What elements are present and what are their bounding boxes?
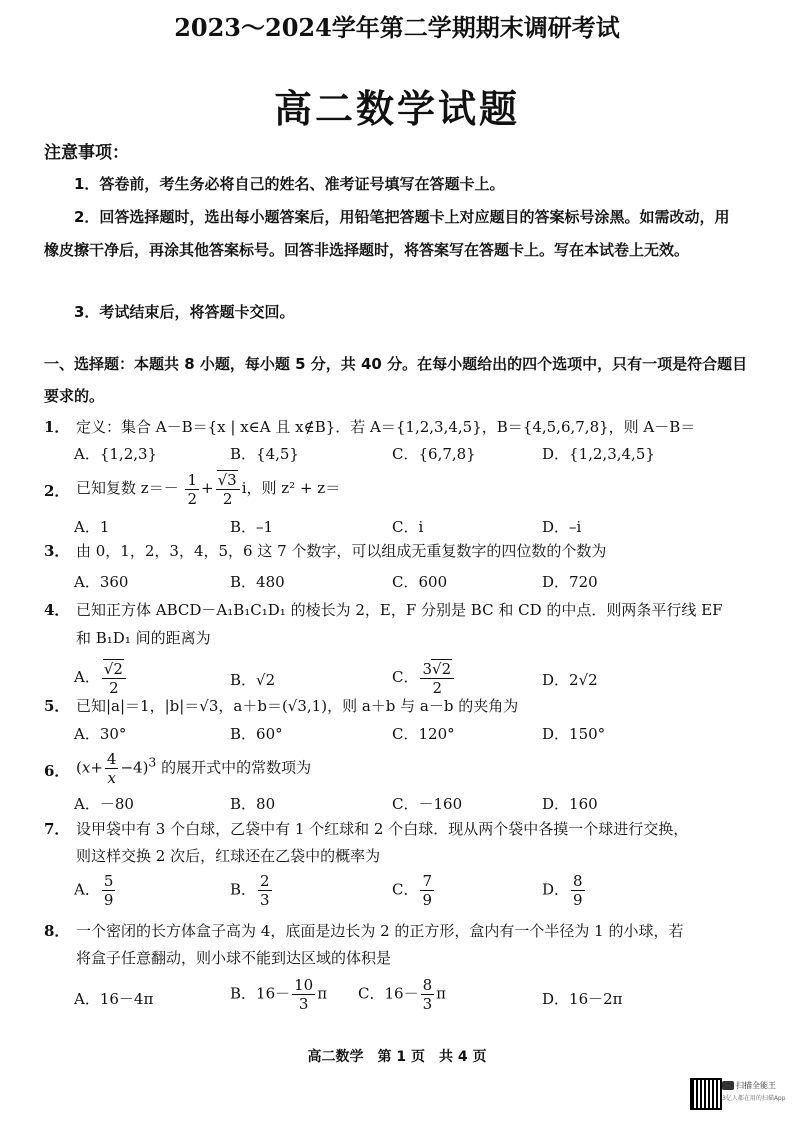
options xyxy=(74,723,754,751)
question-text: 设甲袋中有 3 个白球，乙袋中有 1 个红球和 2 个白球．现从两个袋中各摸一个球进行交换， xyxy=(76,820,689,838)
option-c[interactable]: C．16－ $\frac{8}{3}$ π xyxy=(358,976,446,1013)
question-number: 2． xyxy=(44,482,70,500)
option-d[interactable]: D．16－2π xyxy=(542,990,623,1008)
option-b[interactable]: B．–1 xyxy=(230,518,274,536)
question-number: 3． xyxy=(44,542,70,560)
fraction-sqrt3-half: $\frac{√3}{2}$ xyxy=(216,470,240,508)
question-text: 的展开式中的常数项为 xyxy=(161,758,312,777)
option-b[interactable]: B．60° xyxy=(230,725,283,743)
question-number: 8． xyxy=(44,922,70,940)
option-d[interactable]: D．720 xyxy=(542,573,598,591)
option-a[interactable]: A．360 xyxy=(74,573,129,591)
qr-code-icon xyxy=(690,1078,722,1110)
option-c[interactable]: C． $\frac{3√2}{2}$ xyxy=(392,659,456,697)
question-text-tail: ，则 z² + z＝ xyxy=(246,479,341,497)
question-text: 由 0，1，2，3，4，5，6 这 7 个数字，可以组成无重复数字的四位数的个数为 xyxy=(76,542,607,560)
option-a[interactable]: A．30° xyxy=(74,725,127,743)
option-a[interactable]: A．1 xyxy=(74,518,110,536)
option-d[interactable]: D．–i xyxy=(542,518,582,536)
question-text: 已知|a|＝1，|b|＝√3，a＋b＝(√3,1)，则 a＋b 与 a－b 的夹角为 xyxy=(76,697,519,715)
options xyxy=(74,443,754,471)
option-d[interactable]: D．160 xyxy=(542,795,598,813)
question-number: 7． xyxy=(44,820,70,838)
options xyxy=(74,872,754,918)
notice-item-3: 3．考试结束后，将答题卡交回。 xyxy=(74,303,295,321)
paper-title: 高二数学试题 xyxy=(273,86,520,131)
question-number: 1． xyxy=(44,418,70,436)
options xyxy=(74,976,754,1022)
option-c[interactable]: C． $\frac{7}{9}$ xyxy=(392,872,433,909)
option-d[interactable]: D． $\frac{8}{9}$ xyxy=(542,872,583,909)
option-b[interactable]: B．80 xyxy=(230,795,276,813)
option-d[interactable]: D．150° xyxy=(542,725,606,743)
question-text: 已知复数 z＝－ xyxy=(76,479,179,497)
option-a[interactable]: A． $\frac{5}{9}$ xyxy=(74,872,114,909)
option-d[interactable]: D．{1,2,3,4,5} xyxy=(542,445,655,463)
question-number: 6． xyxy=(44,762,70,780)
option-c[interactable]: C．600 xyxy=(392,573,448,591)
question-text-line2: 则这样交换 2 次后，红球还在乙袋中的概率为 xyxy=(76,847,381,865)
options xyxy=(74,793,754,821)
option-a[interactable]: A．{1,2,3} xyxy=(74,445,158,463)
option-b[interactable]: B． $\frac{2}{3}$ xyxy=(230,872,270,909)
notice-item-2: 2．回答选择题时，选出每小题答案后，用铅笔把答题卡上对应题目的答案标号涂黑。如需改动，用橡皮擦干净后，再涂其他答案标号。回答非选择题时，将答案写在答题卡上。写在本试卷上无效。 xyxy=(44,208,730,259)
notice-heading: 注意事项： xyxy=(44,143,129,163)
scanner-watermark: 扫描全能王 3亿人都在用的扫描App xyxy=(722,1081,786,1102)
notice-item-1: 1．答卷前，考生务必将自己的姓名、准考证号填写在答题卡上。 xyxy=(74,175,505,193)
question-text: 定义：集合 A－B＝{x | x∈A 且 x∉B}．若 A＝{1,2,3,4,5}，B＝{4,5,6,7,8}，则 A－B＝ xyxy=(76,418,696,436)
exam-title: 2023～2024学年第二学期期末调研考试 xyxy=(174,13,620,42)
option-b[interactable]: B．√2 xyxy=(230,671,276,689)
question-number: 5． xyxy=(44,697,70,715)
fraction-one-half: $\frac{1}{2}$ xyxy=(187,470,197,508)
question-text-line2: 和 B₁D₁ 间的距离为 xyxy=(76,629,211,647)
options xyxy=(74,653,754,699)
question-text: 已知正方体 ABCD－A₁B₁C₁D₁ 的棱长为 2，E，F 分别是 BC 和 CD 的中点．则两条平行线 EF xyxy=(76,601,723,619)
question-text: 一个密闭的长方体盒子高为 4，底面是边长为 2 的正方形，盒内有一个半径为 1 的小球，若 xyxy=(76,922,684,940)
option-c[interactable]: C．i xyxy=(392,518,424,536)
option-b[interactable]: B．480 xyxy=(230,573,285,591)
option-a[interactable]: A． $\frac{√2}{2}$ xyxy=(74,659,128,697)
question-number: 4． xyxy=(44,601,70,619)
option-b[interactable]: B．16－ $\frac{10}{3}$ π xyxy=(230,976,328,1013)
page-footer: 高二数学 第 1 页 共 4 页 xyxy=(307,1049,487,1065)
option-a[interactable]: A．16－4π xyxy=(74,990,154,1008)
options xyxy=(74,571,754,599)
exam-page: 2023～2024学年第二学期期末调研考试 高二数学试题 注意事项： 1．答卷前，考生务必将自己的姓名、准考证号填写在答题卡上。 2．回答选择题时，选出每小题答案后，用铅笔把答题卡上对应题目的答案标号涂黑。如需改动，用橡皮擦干净后，再涂其他答案标号。回答非选择题时，将答案写在答题卡上。写在本试卷上无效。 3．考试结束后，将答题卡交回。 一、选择题：本题共 8 小题，每小题 5 分，共 40 分。在每小题给出的四个选项中，只有一项是符合题目要求的。 1． 定义：集合 A－B＝{x | x∈A 且 x∉B}．若 A＝{1,2,3,4,5}，B＝{4,5,6,7,8}，则 A－B＝ A．{1,2,3} B．{4,5} C．{6,7,8} D．{1,2,3,4,5} 2． 已知复数 z＝－ $\frac{1}{2}$ + $\frac{√3}{2}$ i，则 z² + z＝ A．1 B．–1 C．i D．–i 3． 由 0，1，2，3，4，5，6 这 7 个数字，可以组成无重复数字的四位数的个数为 A．360 B．480 C．600 D．720 4． 已知正方体 ABCD－A₁B₁C₁D₁ 的棱长为 2，E，F 分别是 BC 和 CD 的中点．则两条平行线 EF 和 B₁D₁ 间的距离为 A． $\frac{√2}{2}$ B．√2 C． $\frac{3√2}{2}$ D．2√2 5． 已知|a|＝1，|b|＝√3，a＋b＝(√3,1)，则 a＋b 与 a－b 的夹角为 A．30° B．60° C．120° D．150° 6． (x+ $\frac{4}{x}$ −4)$^3$ 的展开式中的常数项为 A．－80 B．80 C．－160 D．160 7． 设甲袋中有 3 个白球，乙袋中有 1 个红球和 2 个白球．现从两个袋中各摸一个球进行交换， 则这样交换 2 次后，红球还在乙袋中的概率为 A． $\frac{5}{9}$ B． $\frac{2}{3}$ C． $\frac{7}{9}$ D． $\frac{8}{9}$ 8． 一个密闭的长方体盒子高为 4，底面是边长为 2 的正方形，盒内有一个半径为 1 的小球，若 将盒子任意翻动，则小球不能到达区域的体积是 A．16－4π B．16－ $\frac{10}{3}$ π C．16－ $\frac{8}{3}$ π D．16－2π 高二数学 第 1 页 共 4 页 扫描全能王 3亿人都在用的扫描App xyxy=(0,0,794,1123)
option-c[interactable]: C．120° xyxy=(392,725,455,743)
question-expression: (x+ $\frac{4}{x}$ −4)$^3$ 的展开式中的常数项为 xyxy=(76,750,312,787)
option-c[interactable]: C．{6,7,8} xyxy=(392,445,476,463)
option-c[interactable]: C．－160 xyxy=(392,795,463,813)
option-d[interactable]: D．2√2 xyxy=(542,671,598,689)
camera-icon xyxy=(722,1081,734,1090)
section-heading: 一、选择题：本题共 8 小题，每小题 5 分，共 40 分。在每小题给出的四个选项中，只有一项是符合题目要求的。 xyxy=(44,355,748,405)
question-text-line2: 将盒子任意翻动，则小球不能到达区域的体积是 xyxy=(76,949,392,967)
option-b[interactable]: B．{4,5} xyxy=(230,445,299,463)
option-a[interactable]: A．－80 xyxy=(74,795,134,813)
